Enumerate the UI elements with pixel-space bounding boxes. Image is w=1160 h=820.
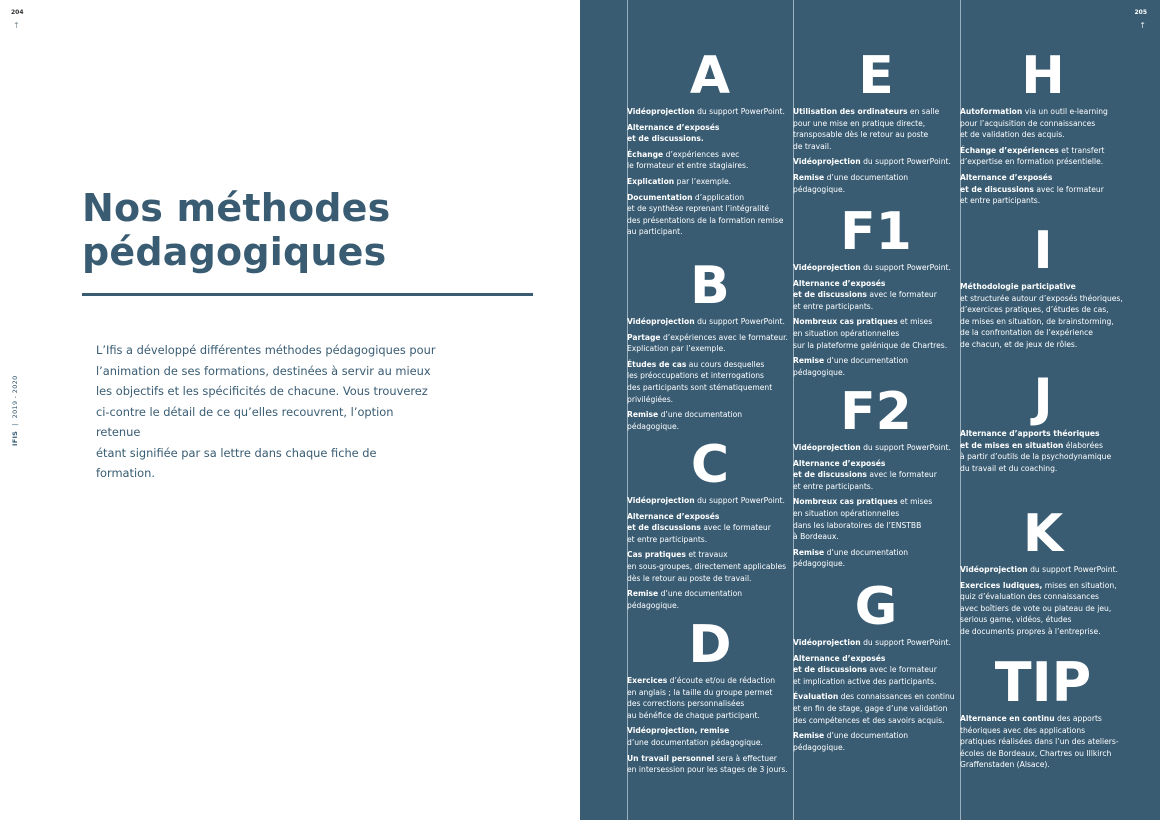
method-item-keyword: Vidéoprojection bbox=[627, 496, 695, 505]
method-item-keyword: Alternance en continu bbox=[960, 714, 1055, 723]
method-item bbox=[793, 278, 959, 313]
method-item-text: en intersession pour les stages de 3 jours. bbox=[627, 765, 788, 775]
method-item-text: avec le formateur bbox=[700, 523, 771, 533]
method-item-text: au bénéfice de chaque participant. bbox=[627, 710, 760, 720]
method-block-f2 bbox=[793, 384, 959, 574]
method-item bbox=[627, 588, 793, 611]
method-item-text: de mises en situation, de brainstorming, bbox=[960, 316, 1114, 326]
method-item-text: des corrections personnalisées bbox=[627, 699, 745, 709]
method-item-keyword: Vidéoprojection bbox=[960, 565, 1028, 574]
method-item-text: d’écoute et/ou de rédaction bbox=[667, 676, 776, 685]
method-item bbox=[627, 409, 793, 432]
method-item-keyword: Remise bbox=[793, 356, 825, 366]
method-item bbox=[793, 458, 959, 493]
method-item-keyword: Échange d’expériences bbox=[960, 145, 1059, 155]
method-item-keyword: Exercices bbox=[627, 676, 668, 685]
method-item bbox=[793, 691, 959, 726]
method-letter: B bbox=[690, 256, 730, 316]
intro-line: étant signifiée par sa lettre dans chaque fiche de formation. bbox=[96, 445, 377, 480]
method-item-keyword: Vidéoprojection bbox=[627, 317, 695, 326]
method-item-text: pratiques réalisées dans l’un des ateliers- bbox=[960, 737, 1119, 747]
method-block-j bbox=[960, 370, 1126, 478]
method-item-text: des apports bbox=[1054, 714, 1102, 723]
method-item bbox=[627, 495, 793, 507]
method-item-keyword: Alternance d’exposés bbox=[627, 511, 720, 521]
method-item-keyword: Remise bbox=[793, 172, 825, 182]
method-item bbox=[627, 122, 793, 145]
method-item-keyword: Nombreux cas pratiques bbox=[793, 497, 898, 507]
method-item-text: du travail et du coaching. bbox=[960, 463, 1058, 473]
method-item-text: en situation opérationnelles bbox=[793, 508, 900, 518]
method-item bbox=[793, 653, 959, 688]
back-to-top-arrow-icon[interactable]: ↑ bbox=[13, 21, 20, 30]
method-item-text: avec le formateur bbox=[1033, 184, 1104, 194]
method-item-text: de la confrontation de l’expérience bbox=[960, 328, 1093, 338]
method-block-b bbox=[627, 258, 793, 436]
method-item-keyword: et de discussions bbox=[627, 523, 701, 533]
method-item-keyword: et de mises en situation bbox=[960, 440, 1064, 450]
method-item-text: d’expériences avec le formateur. bbox=[660, 332, 788, 342]
method-item-text: élaborées bbox=[1063, 440, 1103, 450]
method-item-text: par l’exemple. bbox=[674, 176, 732, 186]
page-number-right: 205 bbox=[1134, 9, 1147, 16]
method-block-i bbox=[960, 223, 1126, 355]
method-item-keyword: Remise bbox=[627, 410, 659, 420]
method-item bbox=[793, 637, 959, 649]
method-item-keyword: Vidéoprojection, remise bbox=[627, 726, 730, 736]
method-letter: F2 bbox=[840, 382, 912, 442]
method-item bbox=[960, 281, 1126, 351]
method-item-keyword: Cas pratiques bbox=[627, 550, 686, 560]
method-letter: F1 bbox=[840, 202, 912, 262]
method-letter: C bbox=[690, 435, 730, 495]
method-block-f1 bbox=[793, 204, 959, 382]
method-item-keyword: Évaluation bbox=[793, 692, 839, 702]
method-item bbox=[627, 149, 793, 172]
method-item-keyword: Alternance d’exposés bbox=[627, 122, 720, 132]
method-item-text: écoles de Bordeaux, Chartres ou Illkirch bbox=[960, 748, 1112, 758]
method-item-text: au participant. bbox=[627, 227, 683, 237]
intro-line: L’Ifis a développé différentes méthodes pédagogiques pour bbox=[96, 343, 436, 357]
method-item-text: d’une documentation pédagogique. bbox=[793, 356, 909, 377]
method-item-keyword: Un travail personnel bbox=[627, 753, 715, 763]
title-line-2: pédagogiques bbox=[82, 230, 387, 274]
title-divider bbox=[82, 293, 533, 296]
method-item-text: à Bordeaux. bbox=[793, 532, 839, 542]
method-block-a bbox=[627, 48, 793, 242]
method-item-keyword: Remise bbox=[793, 547, 825, 557]
method-item-text: et entre participants. bbox=[627, 534, 708, 544]
method-letter: J bbox=[1033, 368, 1053, 428]
method-item-text: et entre participants. bbox=[960, 196, 1041, 206]
method-item-text: de documents propres à l’entreprise. bbox=[960, 626, 1101, 636]
method-item bbox=[627, 332, 793, 355]
method-letter: G bbox=[854, 577, 898, 637]
method-letter: E bbox=[858, 46, 894, 106]
method-item-text: et travaux bbox=[685, 550, 728, 560]
method-item-text: et implication active des participants. bbox=[793, 676, 937, 686]
method-item-text: des connaissances en continu bbox=[838, 692, 955, 702]
method-item bbox=[627, 511, 793, 546]
method-item bbox=[627, 106, 793, 118]
method-item-keyword: et de discussions bbox=[793, 665, 867, 675]
intro-paragraph bbox=[96, 340, 436, 484]
method-item-keyword: Méthodologie participative bbox=[960, 282, 1076, 291]
method-item-keyword: Vidéoprojection bbox=[793, 263, 861, 272]
side-running-header bbox=[11, 375, 19, 446]
method-item-keyword: et de discussions bbox=[793, 290, 867, 300]
method-item-keyword: Remise bbox=[627, 589, 659, 599]
method-item-text: d’une documentation pédagogique. bbox=[627, 410, 743, 431]
method-item bbox=[627, 192, 793, 238]
method-item-text: d’expériences avec bbox=[663, 149, 740, 159]
method-item-text: et mises bbox=[897, 497, 933, 507]
method-item-text: de travail. bbox=[793, 141, 832, 151]
back-to-top-arrow-icon[interactable]: ↑ bbox=[1139, 21, 1146, 30]
method-item-text: Explication par l’exemple. bbox=[627, 344, 726, 354]
method-item-keyword: Vidéoprojection bbox=[793, 157, 861, 167]
method-item bbox=[793, 262, 959, 274]
method-item-keyword: Alternance d’exposés bbox=[793, 653, 886, 663]
method-item bbox=[627, 549, 793, 584]
method-item bbox=[960, 564, 1126, 576]
method-item bbox=[793, 316, 959, 351]
side-separator: | bbox=[11, 423, 19, 426]
method-item bbox=[793, 355, 959, 378]
method-item-keyword: Vidéoprojection bbox=[627, 107, 695, 116]
method-item bbox=[793, 730, 959, 753]
method-item bbox=[793, 442, 959, 454]
title-line-1: Nos méthodes bbox=[82, 186, 391, 230]
method-item bbox=[627, 725, 793, 748]
method-item-keyword: Partage bbox=[627, 332, 661, 342]
method-item-text: et entre participants. bbox=[793, 481, 874, 491]
intro-line: l’animation de ses formations, destinées à servir au mieux bbox=[96, 363, 431, 378]
method-item-text: du support PowerPoint. bbox=[694, 107, 785, 116]
method-item-text: du support PowerPoint. bbox=[860, 638, 951, 647]
method-item bbox=[960, 172, 1126, 207]
method-item-text: d’une documentation pédagogique. bbox=[793, 547, 909, 569]
method-item-keyword: Échange bbox=[627, 149, 664, 159]
method-item-keyword: Remise bbox=[793, 731, 825, 741]
method-block-k bbox=[960, 506, 1126, 642]
method-item-keyword: Autoformation bbox=[960, 107, 1023, 116]
method-item-text: au cours desquelles bbox=[686, 359, 765, 369]
method-item-text: de chacun, et de jeux de rôles. bbox=[960, 339, 1078, 349]
method-item-text: théoriques avec des applications bbox=[960, 725, 1086, 735]
method-item bbox=[793, 106, 959, 152]
method-item-text: dès le retour au poste de travail. bbox=[627, 573, 752, 583]
method-item-text: avec boîtiers de vote ou plateau de jeu, bbox=[960, 603, 1112, 613]
method-item-keyword: et de discussions bbox=[960, 184, 1034, 194]
method-item bbox=[627, 675, 793, 721]
method-item bbox=[960, 713, 1126, 771]
method-item-text: du support PowerPoint. bbox=[694, 317, 785, 326]
method-item bbox=[793, 172, 959, 195]
method-block-d bbox=[627, 617, 793, 780]
method-item-keyword: Alternance d’exposés bbox=[960, 172, 1053, 182]
method-item-keyword: Utilisation des ordinateurs bbox=[793, 107, 908, 116]
method-item bbox=[960, 145, 1126, 168]
method-item-text: avec le formateur bbox=[866, 665, 937, 675]
method-item-text: et transfert bbox=[1058, 145, 1105, 155]
method-item-text: serious game, vidéos, études bbox=[960, 615, 1072, 625]
method-item-text: d’application bbox=[692, 192, 745, 202]
intro-line: ci-contre le détail de ce qu’elles recouvrent, l’option retenue bbox=[96, 404, 394, 439]
method-item-text: le formateur et entre stagiaires. bbox=[627, 161, 749, 171]
method-letter: TIP bbox=[994, 651, 1092, 714]
method-block-c bbox=[627, 437, 793, 615]
method-item-text: pour l’acquisition de connaissances bbox=[960, 118, 1096, 128]
method-item-text: sur la plateforme galénique de Chartres. bbox=[793, 340, 948, 350]
method-item-text: via un outil e-learning bbox=[1022, 107, 1108, 116]
method-item-text: du support PowerPoint. bbox=[860, 263, 951, 272]
method-item-text: en salle bbox=[907, 107, 940, 116]
method-item-text: en sous-groupes, directement applicables bbox=[627, 561, 787, 571]
methods-panel bbox=[580, 0, 1160, 820]
method-block-h bbox=[960, 48, 1126, 211]
method-item-text: des présentations de la formation remise bbox=[627, 215, 784, 225]
side-brand: IFIS bbox=[11, 430, 19, 446]
method-block-e bbox=[793, 48, 959, 199]
method-item-text: privilégiées. bbox=[627, 394, 674, 404]
method-item-text: avec le formateur bbox=[866, 290, 937, 300]
method-item-text: d’une documentation pédagogique. bbox=[793, 731, 909, 752]
method-item-text: des compétences et des savoirs acquis. bbox=[793, 715, 945, 725]
method-item bbox=[960, 580, 1126, 638]
method-item-keyword: et de discussions. bbox=[627, 134, 704, 144]
method-item bbox=[627, 176, 793, 188]
method-item-text: à partir d’outils de la psychodynamique bbox=[960, 452, 1112, 462]
method-item-text: du support PowerPoint. bbox=[1027, 565, 1118, 574]
page-number-left: 204 bbox=[11, 9, 24, 16]
method-item-text: d’une documentation pédagogique. bbox=[627, 589, 743, 610]
method-item-text: des participants sont stématiquement bbox=[627, 382, 773, 392]
method-item-text: d’une documentation pédagogique. bbox=[793, 172, 909, 194]
method-item-text: les préoccupations et interrogations bbox=[627, 371, 764, 381]
method-item bbox=[627, 753, 793, 776]
method-block-tip bbox=[960, 651, 1126, 775]
method-item-text: mises en situation, bbox=[1042, 580, 1117, 590]
method-item-text: d’expertise en formation présentielle. bbox=[960, 157, 1104, 167]
method-letter: H bbox=[1021, 46, 1065, 106]
method-item-text: transposable dès le retour au poste bbox=[793, 130, 929, 140]
method-item-text: avec le formateur bbox=[866, 470, 937, 480]
method-item-text: du support PowerPoint. bbox=[860, 157, 951, 167]
method-item-keyword: Exercices ludiques, bbox=[960, 580, 1043, 590]
method-item-keyword: et de discussions bbox=[793, 470, 867, 480]
method-item-text: et entre participants. bbox=[793, 301, 874, 311]
method-item-text: et de validation des acquis. bbox=[960, 130, 1065, 140]
method-block-g bbox=[793, 579, 959, 757]
method-letter: D bbox=[688, 615, 732, 675]
method-item-keyword: Alternance d’exposés bbox=[793, 458, 886, 468]
method-item-keyword: Explication bbox=[627, 176, 675, 186]
method-item bbox=[960, 106, 1126, 141]
method-item-text: et de synthèse reprenant l’intégralité bbox=[627, 204, 770, 214]
method-item bbox=[627, 316, 793, 328]
method-item-keyword: Vidéoprojection bbox=[793, 638, 861, 647]
method-letter: I bbox=[1033, 221, 1053, 281]
method-item-text: et en fin de stage, gage d’une validation bbox=[793, 703, 948, 713]
method-item-text: Graffenstaden (Alsace). bbox=[960, 760, 1050, 770]
method-item-text: sera à effectuer bbox=[714, 753, 777, 763]
side-years: 2019 - 2020 bbox=[11, 375, 19, 419]
method-item-keyword: Études de cas bbox=[627, 359, 687, 369]
method-item-text: en situation opérationnelles bbox=[793, 328, 900, 338]
method-item bbox=[793, 547, 959, 570]
method-item-text: d’une documentation pédagogique. bbox=[627, 737, 763, 747]
method-item bbox=[960, 428, 1126, 474]
method-letter: A bbox=[689, 46, 731, 106]
method-item-text: dans les laboratoires de l’ENSTBB bbox=[793, 520, 922, 530]
method-item-keyword: Documentation bbox=[627, 192, 693, 202]
page-title bbox=[82, 186, 390, 274]
method-item-keyword: Nombreux cas pratiques bbox=[793, 317, 898, 327]
method-item-keyword: Alternance d’exposés bbox=[793, 278, 886, 288]
method-letter: K bbox=[1022, 504, 1064, 564]
method-item-text: en anglais ; la taille du groupe permet bbox=[627, 687, 773, 697]
method-item-text: pour une mise en pratique directe, bbox=[793, 118, 926, 128]
method-item-text: et mises bbox=[897, 317, 933, 327]
method-item-keyword: Alternance d’apports théoriques bbox=[960, 429, 1100, 438]
method-item-text: du support PowerPoint. bbox=[694, 496, 785, 505]
method-item-keyword: Vidéoprojection bbox=[793, 443, 861, 452]
intro-line: les objectifs et les spécificités de chacune. Vous trouverez bbox=[96, 384, 428, 398]
method-item bbox=[627, 359, 793, 405]
method-item-text: quiz d’évaluation des connaissances bbox=[960, 592, 1099, 602]
method-item-text: du support PowerPoint. bbox=[860, 443, 951, 452]
method-item-text: d’exercices pratiques, d’études de cas, bbox=[960, 305, 1109, 315]
method-item-text: et structurée autour d’exposés théoriques, bbox=[960, 293, 1123, 303]
method-item bbox=[793, 156, 959, 168]
method-item bbox=[793, 496, 959, 542]
